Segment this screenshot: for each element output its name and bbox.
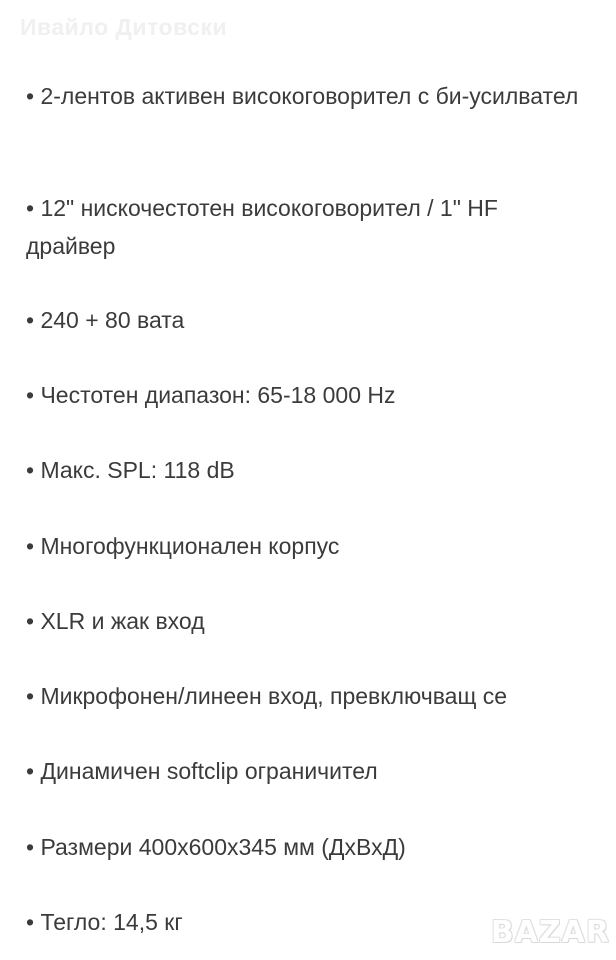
feature-item: • 240 + 80 вата [26,307,185,333]
feature-item: • Динамичен softclip ограничител [26,758,378,784]
feature-item: • 12" нискочестотен високоговорител / 1" HF драйвер [26,195,498,259]
feature-item: • XLR и жак вход [26,608,205,634]
feature-item: • Честотен диапазон: 65-18 000 Hz [26,382,396,408]
feature-item: • Тегло: 14,5 кг [26,909,183,935]
feature-item: • Микрофонен/линеен вход, превключващ се [26,683,508,709]
bazar-logo-watermark: BAZAR [490,915,610,950]
feature-item: • 2-лентов активен високоговорител с би-усилвател [26,83,579,109]
feature-item: • Многофункционален корпус [26,533,340,559]
seller-name-watermark: Ивайло Дитовски [20,14,228,40]
feature-item: • Размери 400x600x345 мм (ДхВхД) [26,834,406,860]
feature-item: • Макс. SPL: 118 dB [26,457,235,483]
